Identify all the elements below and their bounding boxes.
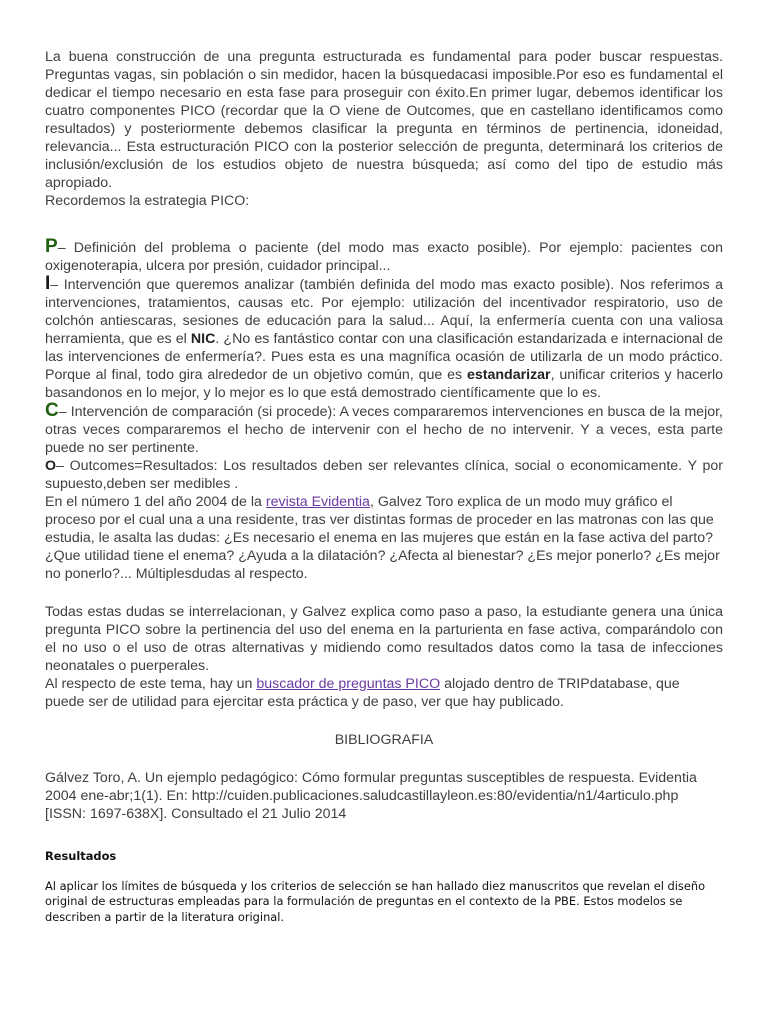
nic-term: NIC (190, 331, 216, 347)
evidentia-text-cont: , Galvez Toro explica de un modo muy gráfico el proceso por el cual una a una residente, tras ver distintas formas de proceder en las matronas con las que estudia, le asalta las dudas: ¿Es necesario el enema en las mujeres que están en la fase activa del parto?¿Que utilidad tiene el enema? ¿Ayuda a la dilatación? ¿Afecta al bienestar? ¿Es mejor ponerlo? ¿Es mejor no ponerlo?... Múltiplesdudas al respecto. (45, 494, 720, 582)
estandarizar-term: estandarizar (466, 367, 551, 383)
resultados-heading: Resultados (45, 849, 117, 863)
pico-o-item (45, 457, 723, 493)
bibliografia-heading: BIBLIOGRAFIA (334, 732, 434, 748)
evidentia-text: En el número 1 del año 2004 de la (45, 494, 266, 510)
buscador-text-cont: alojado dentro de TRIPdatabase, que puede ser de utilidad para ejercitar esta práctica y de paso, ver que hay publicado. (45, 676, 680, 710)
buscador-paragraph (45, 675, 723, 711)
resultados-paragraph: Al aplicar los límites de búsqueda y los criterios de selección se han hallado diez manuscritos que revelan el diseño original de estructuras empleadas para la formulación de preguntas en el contexto de la PBE. Estos modelos se describen a partir de la literatura original. (45, 878, 706, 924)
document-body (45, 48, 723, 925)
pico-i-text: – Intervención que queremos analizar (también definida del modo mas exacto posible). Nos referimos a intervenciones, tratamientos, causas etc. Por ejemplo: utilización del incentivador respiratorio, uso de colchón antiescaras, sesiones de educación para la salud... Aquí, la enfermería cuenta con una valiosa herramienta, que es el (45, 277, 723, 347)
pico-letter-c: C (45, 400, 59, 421)
pico-p-item (45, 238, 723, 275)
pico-o-text: – Outcomes=Resultados: Los resultados deben ser relevantes clínica, social o economicamente. Y por supuesto,deben ser medibles . (45, 458, 723, 492)
buscador-pico-link[interactable]: buscador de preguntas PICO (256, 676, 441, 692)
pico-i-text-cont: . ¿No es fantástico contar con una clasificación estandarizada e internacional de las intervenciones de enfermería?. Pues esta es una magnífica ocasión de utilizarla de un modo práctico. Porque al final, todo gira alrededor de un objetivo común, que es (45, 331, 723, 383)
pico-intro-line: Recordemos la estrategia PICO: (45, 193, 250, 209)
pico-c-text: – Intervención de comparación (si procede): A veces compararemos intervenciones en busca de la mejor, otras veces compararemos el hecho de intervenir con el hecho de no intervenir. Y a veces, esta parte puede no ser pertinente. (45, 404, 723, 456)
revista-evidentia-link[interactable]: revista Evidentia (265, 494, 370, 510)
pico-i-item (45, 275, 723, 402)
pico-letter-p: P (45, 236, 58, 257)
bibliografia-reference: Gálvez Toro, A. Un ejemplo pedagógico: Cómo formular preguntas susceptibles de respuesta. Evidentia 2004 ene-abr;1(1). En: http://cuiden.publicaciones.saludcastillayleon.es:80/evidentia/n1/4articulo.php [ISSN: 1697-638X]. Consultado el 21 Julio 2014 (45, 770, 697, 822)
intro-paragraph: La buena construcción de una pregunta estructurada es fundamental para poder buscar respuestas. Preguntas vagas, sin población o sin medidor, hacen la búsquedacasi imposible.Por eso es fundamental el dedicar el tiempo necesario en esta fase para proseguir con éxito.En primer lugar, debemos identificar los cuatro componentes PICO (recordar que la O viene de Outcomes, que en castellano identificamos como resultados) y posteriormente debemos clasificar la pregunta en términos de pertinencia, idoneidad, relevancia... Esta estructuración PICO con la posterior selección de pregunta, determinará los criterios de inclusión/exclusión de los estudios objeto de nuestra búsqueda; así como del tipo de estudio más apropiado. (45, 49, 723, 191)
buscador-text: Al respecto de este tema, hay un (45, 676, 257, 692)
pico-i-text-end: , unificar criterios y hacerlo basandonos en lo mejor, y lo mejor es lo que está demostrado científicamente que lo es. (45, 367, 723, 401)
pico-letter-i: I (45, 273, 51, 294)
evidentia-paragraph (45, 493, 723, 583)
pico-c-item (45, 402, 723, 457)
pico-p-text: – Definición del problema o paciente (del modo mas exacto posible). Por ejemplo: pacientes con oxigenoterapia, ulcera por presión, cuidador principal... (45, 240, 723, 274)
dudas-paragraph: Todas estas dudas se interrelacionan, y Galvez explica como paso a paso, la estudiante genera una única pregunta PICO sobre la pertinencia del uso del enema en la parturienta en fase activa, comparándolo con el no uso o el uso de otras alternativas y midiendo como resultados datos como la tasa de infecciones neonatales o puerperales. (45, 604, 723, 674)
pico-letter-o: O (45, 458, 57, 474)
